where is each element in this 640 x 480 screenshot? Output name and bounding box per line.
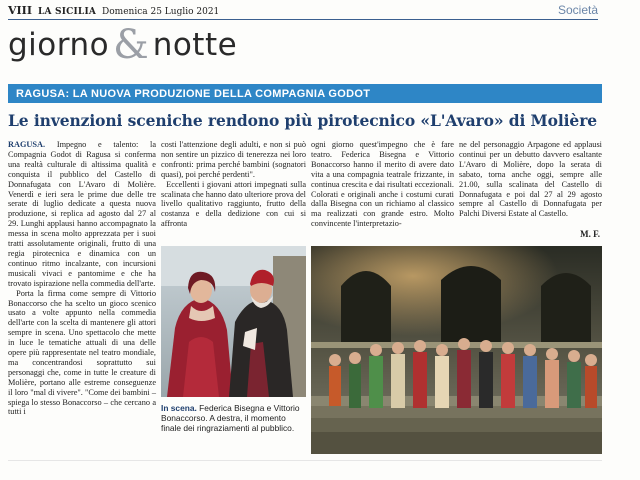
photo-actors-illustration (161, 246, 306, 397)
header-rule (8, 19, 598, 20)
page-header-strip (8, 4, 598, 18)
article-column-1 (8, 140, 156, 417)
article-kicker: RAGUSA. (8, 140, 46, 149)
topic-band (8, 84, 602, 103)
photo-curtain-call (311, 246, 602, 454)
photo-curtain-call-illustration (311, 246, 602, 454)
article-column-4 (459, 140, 602, 219)
article-paragraph (161, 140, 306, 180)
page-footer-rule (8, 460, 602, 461)
section-header-ampersand: & (113, 22, 149, 68)
article-text: ogni giorno quest'impegno che è fare teatro. Federica Bisegna e Vittorio Bonaccorso hanno il merito di avere dato vita a una compagnia teatrale frizzante, in continua crescita e dai risultati eccezionali. Colorati e originali anche i costumi curati dalla Bisegna con un richiamo al classico ma realizzati con grande estro. Molto convincente l'interpretazio- (311, 140, 454, 229)
article-text: Impegno e talento: la Compagnia Godot di Ragusa si conferma una realtà culturale di altissima qualità e conquista il pubblico del Castello di Donnafugata con L'Avaro di Molière. Venerdì e ieri sera le prime due delle tre serate di luglio dedicate a questa nuova produzione, si replica ad agosto dal 27 al 29. Lunghi applausi hanno accompagnato la messa in scena molto apprezzata per i suoi tratti assolutamente originali, frutto di una regia pirotecnica e dinamica con un continuo ritmo incalzante, con incursioni musicali vivaci e pantomime e che ha trovato ispirazione nella commedia dell'arte. (8, 140, 156, 288)
section-header-word-2: notte (152, 27, 238, 63)
section-header (8, 24, 237, 66)
photo-caption (161, 403, 306, 433)
section-label: Società (557, 3, 598, 17)
issue-date: Domenica 25 Luglio 2021 (102, 7, 220, 17)
article-headline: Le invenzioni sceniche rendono più pirotecnico «L'Avaro» di Molière (8, 111, 598, 130)
article-text: costi l'attenzione degli adulti, e non si può non sentire un pizzico di tenerezza nei loro confronti: prima perché bambini (sognatori quasi), poi perché perdenti". (161, 140, 306, 179)
newspaper-name: LA SICILIA (37, 7, 97, 17)
page-number: VIII (8, 4, 32, 17)
caption-text: Federica Bisegna e Vittorio Bonaccorso. A destra, il momento finale dei ringraziamenti al pubblico. (161, 403, 300, 433)
article-column-3 (311, 140, 454, 229)
article-paragraph (8, 140, 156, 289)
article-text: ne del personaggio Arpagone ed applausi continui per un debutto davvero esaltante L'Avaro di Molière, dopo la serata di sabato, torna anche oggi, sempre alle 21.00, sulla scalinata del Castello di Donnafugata e poi dal 27 al 29 agosto sempre al Castello di Donnafugata per Palchi Diversi Estate al Castello. (459, 140, 602, 219)
author-signature: M. F. (580, 229, 600, 239)
topic-band-text: RAGUSA: LA NUOVA PRODUZIONE DELLA COMPAGNIA GODOT (16, 87, 371, 100)
caption-lead: In scena. (161, 403, 197, 413)
article-column-2 (161, 140, 306, 229)
article-paragraph (311, 140, 454, 229)
section-header-word-1: giorno (8, 27, 110, 63)
article-text: Porta la firma come sempre di Vittorio Bonaccorso che ha scelto un gioco scenico usato a volte appunto nella commedia dell'arte con la scelta di mantenere gli attori sempre in scena. Uno spettacolo che mette in luce le tematiche attuali di una delle opere più rappresentate nel teatro mondiale, ma concentrandosi soprattutto sui personaggi che, come in tutte le creature di Molière, portano alle estreme conseguenze il loro "mal di vivere". "Come dei bambini – spiega lo stesso Bonaccorso – che cercano a tutti i (8, 288, 156, 417)
article-paragraph (459, 140, 602, 219)
article-text: Eccellenti i giovani attori impegnati sulla scalinata che hanno dato ulteriore prova del livello qualitativo raggiunto, frutto della costanza e della dedizione con cui si affronta (161, 179, 307, 229)
article-paragraph (161, 180, 306, 230)
article-paragraph (8, 289, 156, 418)
photo-actors (161, 246, 306, 397)
